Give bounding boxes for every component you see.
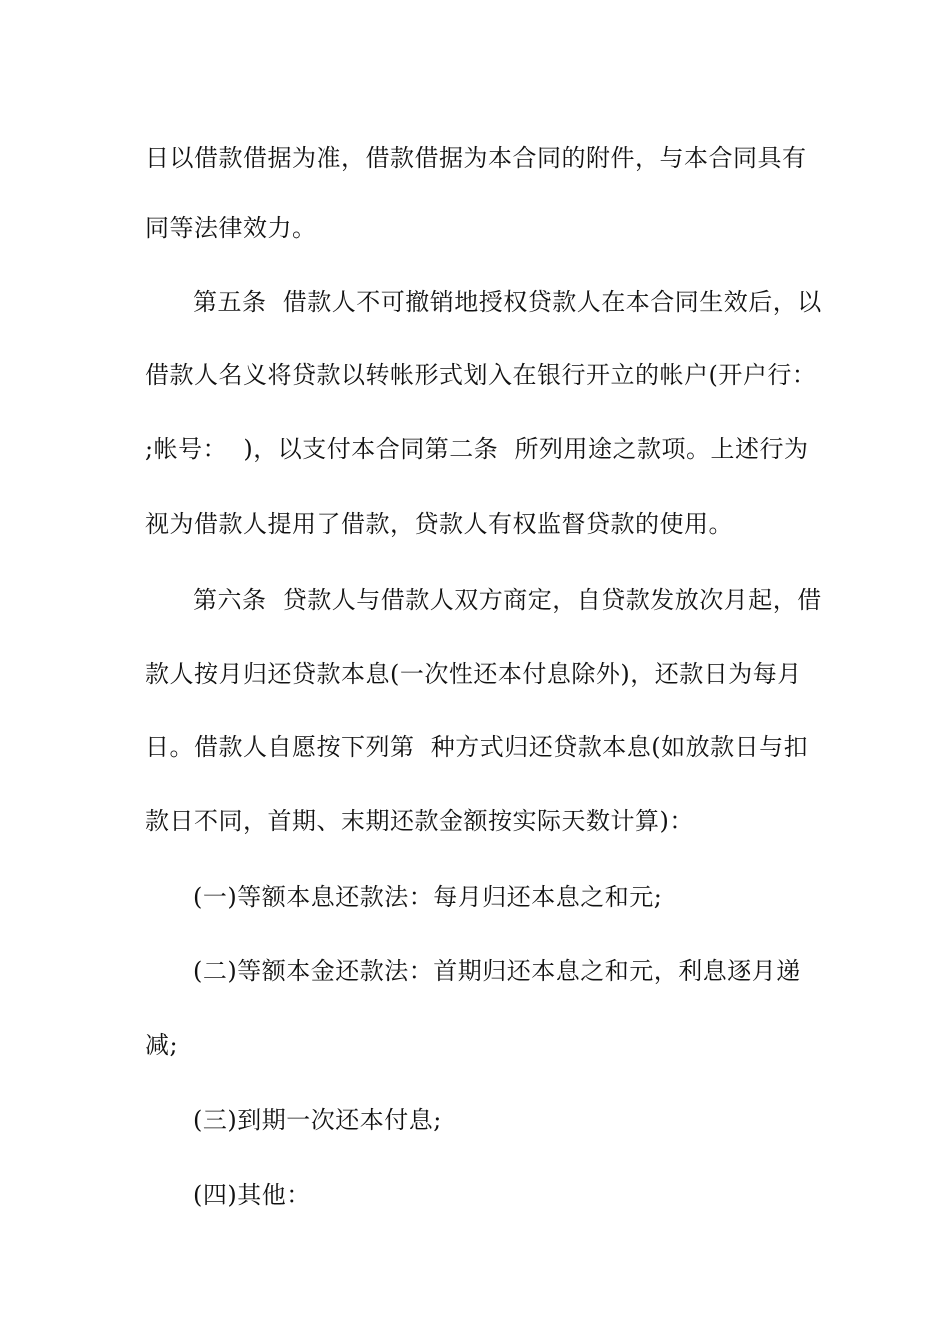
- paragraph-line: 视为借款人提用了借款，贷款人有权监督贷款的使用。: [145, 510, 733, 538]
- paragraph-line: 日以借款借据为准，借款借据为本合同的附件，与本合同具有: [145, 144, 807, 172]
- list-item-3: (三)到期一次还本付息;: [193, 1106, 442, 1134]
- list-item-2: (二)等额本金还款法：首期归还本息之和元，利息逐月递: [193, 957, 801, 985]
- paragraph-line: 减;: [145, 1031, 179, 1059]
- list-item-1: (一)等额本息还款法：每月归还本息之和元;: [193, 883, 663, 911]
- paragraph-line: 款人按月归还贷款本息(一次性还本付息除外)，还款日为每月: [145, 660, 802, 688]
- paragraph-line: 日。借款人自愿按下列第 种方式归还贷款本息(如放款日与扣: [145, 733, 809, 761]
- paragraph-line: 同等法律效力。: [145, 214, 317, 242]
- paragraph-line: 款日不同，首期、末期还款金额按实际天数计算)：: [145, 807, 694, 835]
- article-6-line: 第六条 贷款人与借款人双方商定，自贷款发放次月起，借: [193, 586, 822, 614]
- paragraph-line: 借款人名义将贷款以转帐形式划入在银行开立的帐户(开户行：: [145, 361, 817, 389]
- paragraph-line: ;帐号： )，以支付本合同第二条 所列用途之款项。上述行为: [145, 435, 809, 463]
- list-item-4: (四)其他：: [193, 1181, 311, 1209]
- article-5-line: 第五条 借款人不可撤销地授权贷款人在本合同生效后，以: [193, 288, 822, 316]
